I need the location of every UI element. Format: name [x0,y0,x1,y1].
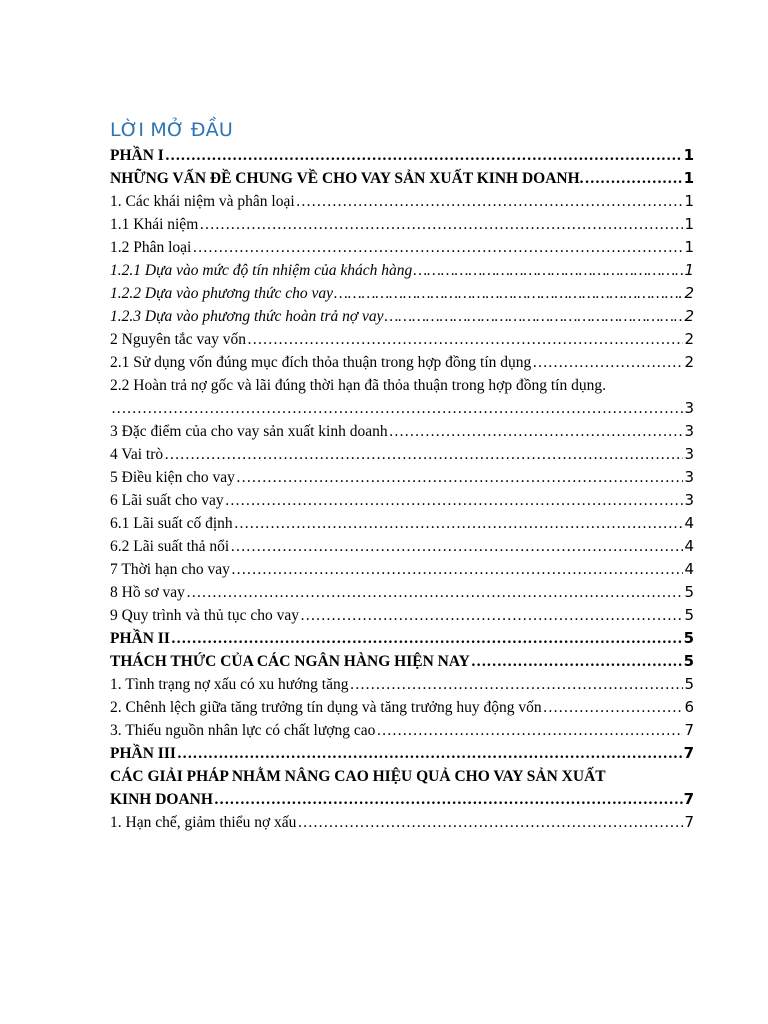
toc-dot-leader [247,328,683,351]
toc-entry[interactable] [110,742,694,765]
toc-dot-leader [334,282,683,305]
toc-dot-leader [389,420,684,443]
toc-entry-title: 6 Lãi suất cho vay [110,492,224,509]
toc-page-number: 5 [684,606,694,624]
toc-page-number: 3 [684,491,694,509]
toc-entry-title: 1. Hạn chế, giảm thiểu nợ xấu [110,814,297,831]
toc-entry[interactable] [110,328,694,351]
toc-dot-leader [236,466,684,489]
toc-page-number: 6 [684,698,694,716]
toc-entry[interactable] [110,144,694,167]
toc-entry-title: 3. Thiếu nguồn nhân lực có chất lượng cao [110,722,376,739]
toc-entry[interactable] [110,443,694,466]
toc-entry[interactable] [110,719,694,742]
toc-dot-leader [164,443,683,466]
toc-page-number: 7 [684,721,694,739]
toc-entry[interactable] [110,351,694,374]
toc-page-number: 3 [684,445,694,463]
toc-page-number: 1 [684,261,694,279]
toc-page-number: 5 [683,652,694,670]
toc-dot-leader [214,788,683,811]
document-heading: LỜI MỞ ĐẦU [110,119,233,141]
toc-entry[interactable] [110,190,694,213]
toc-entry[interactable] [110,305,694,328]
toc-page-number: 7 [684,813,694,831]
toc-entry-title: PHẦN II [110,630,170,647]
toc-dot-leader [165,144,683,167]
toc-entry[interactable] [110,397,694,420]
toc-page-number: 2 [684,330,694,348]
toc-entry-title: 7 Thời hạn cho vay [110,561,230,578]
toc-dot-leader [171,627,683,650]
toc-dot-leader [199,213,683,236]
toc-page-number: 7 [683,744,694,762]
toc-dot-leader [349,673,683,696]
toc-dot-leader [385,305,684,328]
toc-dot-leader [192,236,683,259]
toc-page-number: 2 [684,307,694,325]
document-page [110,116,694,834]
toc-entry-title: KINH DOANH [110,791,213,808]
toc-entry-title: 8 Hồ sơ vay [110,584,185,601]
toc-entry-title: 9 Quy trình và thủ tục cho vay [110,607,299,624]
toc-entry[interactable] [110,236,694,259]
toc-entry[interactable] [110,489,694,512]
toc-entry[interactable] [110,811,694,834]
toc-entry[interactable] [110,581,694,604]
toc-dot-leader [543,696,684,719]
toc-entry-title: 5 Điều kiện cho vay [110,469,235,486]
toc-entry-title: 1.2 Phân loại [110,239,192,256]
toc-page-number: 3 [684,399,694,417]
toc-entry[interactable] [110,466,694,489]
table-of-contents [110,144,694,834]
toc-dot-leader [296,190,684,213]
toc-dot-leader [532,351,683,374]
toc-page-number: 5 [684,583,694,601]
toc-page-number: 3 [684,468,694,486]
toc-dot-leader [300,604,683,627]
toc-entry[interactable] [110,627,694,650]
toc-dot-leader [231,558,684,581]
toc-entry[interactable] [110,650,694,673]
toc-page-number: 1 [684,238,694,256]
toc-entry[interactable] [110,604,694,627]
toc-entry[interactable] [110,282,694,305]
toc-entry-title: 2 Nguyên tắc vay vốn [110,331,247,348]
toc-dot-leader [234,512,684,535]
toc-page-number: 3 [684,422,694,440]
toc-dot-leader [186,581,684,604]
toc-dot-leader [111,397,683,420]
toc-dot-leader [471,650,683,673]
toc-entry-title: 1.2.1 Dựa vào mức độ tín nhiệm của khách hàng [110,262,413,279]
toc-entry-title: 4 Vai trò [110,446,164,463]
toc-page-number: 1 [684,215,694,233]
toc-entry[interactable] [110,167,694,190]
toc-page-number: 1 [683,146,694,164]
toc-entry[interactable] [110,213,694,236]
toc-entry[interactable] [110,788,694,811]
toc-entry[interactable] [110,259,694,282]
toc-dot-leader [230,535,683,558]
toc-entry-title: PHẦN III [110,745,176,762]
toc-dot-leader [413,259,683,282]
toc-entry[interactable] [110,535,694,558]
toc-entry-title: 6.1 Lãi suất cố định [110,515,233,532]
toc-entry[interactable] [110,558,694,581]
toc-dot-leader [297,811,683,834]
toc-page-number: 1 [683,169,694,187]
toc-entry-title: 1.2.3 Dựa vào phương thức hoàn trả nợ vay [110,308,384,325]
toc-entry-title: 6.2 Lãi suất thả nổi [110,538,230,555]
toc-entry-title: 2.2 Hoàn trả nợ gốc và lãi đúng thời hạn đã thỏa thuận trong hợp đồng tín dụng. [110,377,606,394]
toc-page-number: 4 [684,514,694,532]
toc-entry-title: PHẦN I [110,147,164,164]
toc-entry-title: 1. Các khái niệm và phân loại [110,193,295,210]
toc-page-number: 7 [683,790,694,808]
toc-entry-title: 1. Tình trạng nợ xấu có xu hướng tăng [110,676,349,693]
toc-entry-title: 1.1 Khái niệm [110,216,199,233]
toc-page-number: 1 [684,192,694,210]
toc-dot-leader [225,489,684,512]
toc-page-number: 4 [684,560,694,578]
toc-dot-leader [376,719,683,742]
toc-entry-title: NHỮNG VẤN ĐỀ CHUNG VỀ CHO VAY SẢN XUẤT KINH DOANH. [110,170,584,187]
toc-page-number: 2 [684,284,694,302]
toc-entry-title: CÁC GIẢI PHÁP NHẰM NÂNG CAO HIỆU QUẢ CHO VAY SẢN XUẤT [110,768,606,785]
toc-entry[interactable] [110,765,694,788]
toc-page-number: 5 [683,629,694,647]
toc-page-number: 4 [684,537,694,555]
toc-entry[interactable] [110,512,694,535]
toc-entry-title: 2.1 Sử dụng vốn đúng mục đích thỏa thuận trong hợp đồng tín dụng [110,354,532,371]
toc-page-number: 2 [684,353,694,371]
toc-entry[interactable] [110,374,694,397]
toc-entry-title: THÁCH THỨC CỦA CÁC NGÂN HÀNG HIỆN NAY [110,653,470,670]
toc-entry-title: 1.2.2 Dựa vào phương thức cho vay [110,285,334,302]
toc-dot-leader [585,167,683,190]
toc-entry[interactable] [110,420,694,443]
toc-entry-title: 2. Chênh lệch giữa tăng trưởng tín dụng và tăng trưởng huy động vốn [110,699,542,716]
toc-entry[interactable] [110,673,694,696]
toc-entry[interactable] [110,696,694,719]
toc-dot-leader [177,742,683,765]
toc-entry-title: 3 Đặc điểm của cho vay sản xuất kinh doanh [110,423,388,440]
toc-page-number: 5 [684,675,694,693]
